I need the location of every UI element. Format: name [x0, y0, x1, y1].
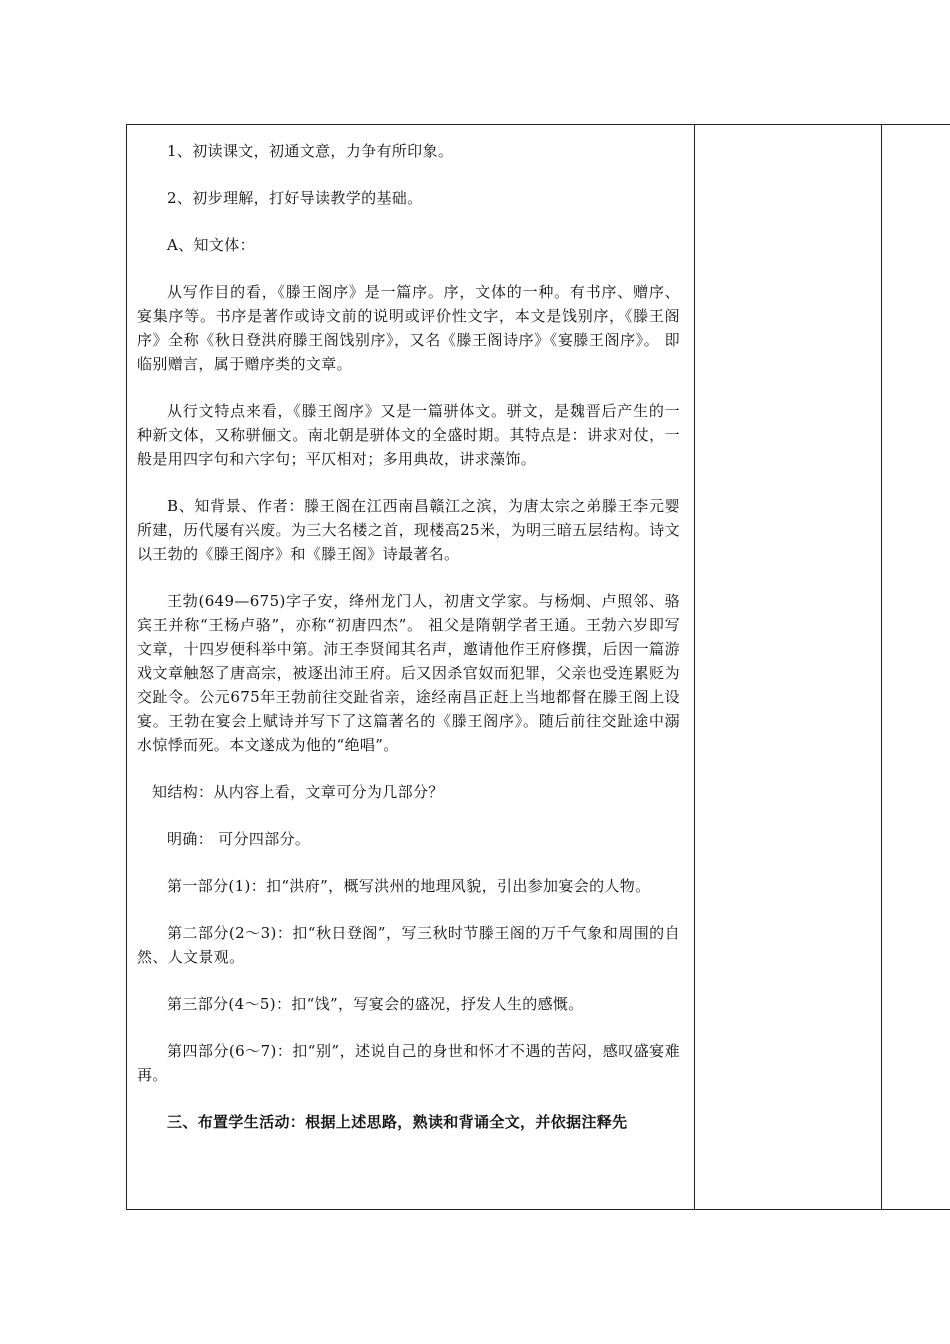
paragraph-background: B、知背景、作者：滕王阁在江西南昌赣江之滨，为唐太宗之弟滕王李元婴所建，历代屡有兴废。为三大名楼之首，现楼高25米，为明三暗五层结构。诗文以王勃的《滕王阁序》和《滕王阁》诗最著名。: [137, 497, 680, 563]
paragraph-2: 2、初步理解，打好导读教学的基础。: [167, 189, 423, 207]
right-empty-cell: [882, 125, 950, 1210]
content-cell: [127, 125, 695, 1210]
paragraph-part-4: 第四部分(6～7)：扣“别”，述说自己的身世和怀才不遇的苦闷，感叹盛宴难再。: [137, 1042, 680, 1084]
paragraph-1: 1、初读课文，初通文意，力争有所印象。: [167, 142, 454, 160]
paragraph-genre-purpose: 从写作目的看，《滕王阁序》是一篇序。序，文体的一种。有书序、赠序、宴集序等。书序是著作或诗文前的说明或评价性文字，本文是饯别序，《滕王阁序》全称《秋日登洪府滕王阁饯别序》，又名《滕王阁诗序》《宴滕王阁序》。 即临别赠言，属于赠序类的文章。: [137, 283, 680, 373]
paragraph-genre-style: 从行文特点来看，《滕王阁序》又是一篇骈体文。骈文，是魏晋后产生的一种新文体，又称骈俪文。南北朝是骈体文的全盛时期。其特点是：讲求对仗，一般是用四字句和六字句；平仄相对；多用典故，讲求藻饰。: [137, 402, 680, 468]
paragraph-part-3: 第三部分(4～5)：扣“饯”，写宴会的盛况，抒发人生的感慨。: [167, 995, 584, 1013]
paragraph-part-1: 第一部分(1)：扣“洪府”，概写洪州的地理风貌，引出参加宴会的人物。: [167, 877, 651, 895]
paragraph-structure-answer: 明确： 可分四部分。: [167, 830, 311, 848]
paragraph-author: 王勃(649—675)字子安，绛州龙门人，初唐文学家。与杨炯、卢照邻、骆宾王并称“王杨卢骆”，亦称“初唐四杰”。 祖父是隋朝学者王通。王勃六岁即写文章，十四岁便科举中第。沛王李贤闻其名声，邀请他作王府修撰，后因一篇游戏文章触怒了唐高宗，被逐出沛王府。后又因杀官奴而犯罪，父亲也受连累贬为交趾令。公元675年王勃前往交趾省亲，途经南昌正赶上当地都督在滕王阁上设宴。王勃在宴会上赋诗并写下了这篇著名的《滕王阁序》。随后前往交趾途中溺水惊悸而死。本文遂成为他的“绝唱”。: [137, 592, 680, 754]
middle-empty-cell: [695, 125, 882, 1210]
lesson-plan-table: [126, 124, 950, 1210]
paragraph-structure-question: 知结构：从内容上看，文章可分为几部分？: [152, 783, 444, 801]
paragraph-part-2: 第二部分(2～3)：扣“秋日登阁”，写三秋时节滕王阁的万千气象和周围的自然、人文景观。: [137, 924, 680, 966]
paragraph-activity-heading: 三、布置学生活动：根据上述思路，熟读和背诵全文，并依据注释先: [167, 1113, 628, 1131]
lesson-content: [127, 125, 694, 1209]
paragraph-genre-heading: A、知文体：: [167, 236, 255, 254]
